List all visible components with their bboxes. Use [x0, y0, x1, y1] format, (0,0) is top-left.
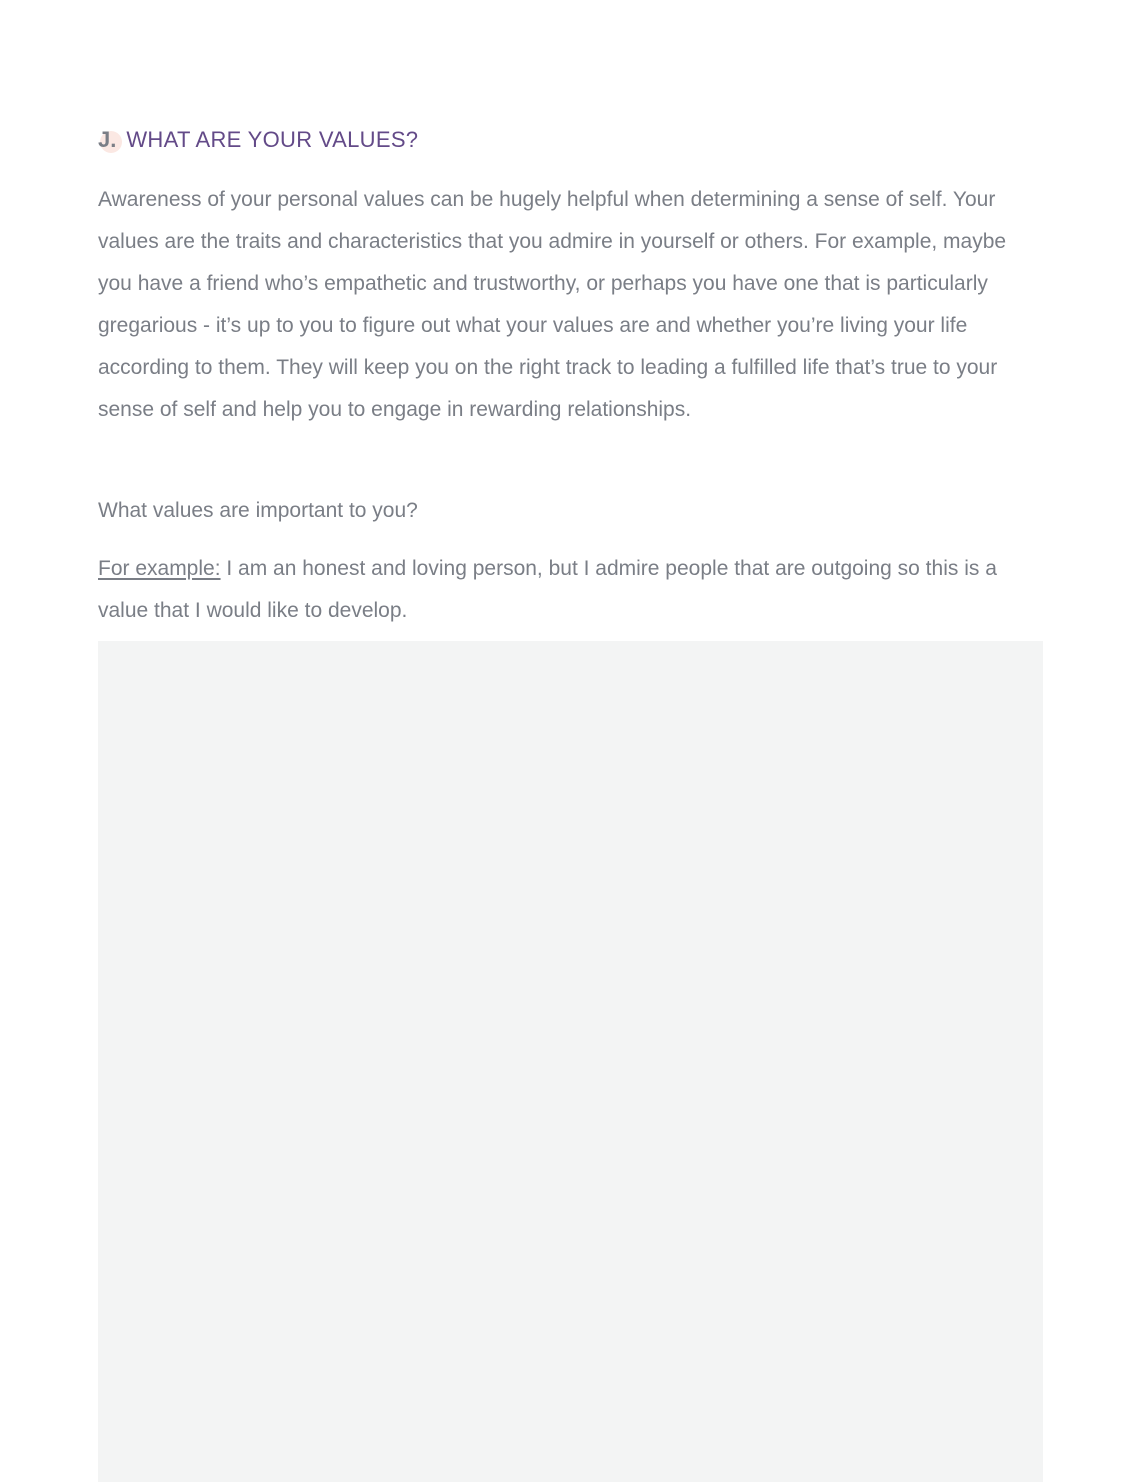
example-label: For example: [98, 557, 221, 580]
section-heading [98, 124, 418, 156]
section-letter: J. [98, 127, 117, 152]
example-paragraph [98, 548, 1043, 632]
section-title: WHAT ARE YOUR VALUES? [126, 127, 419, 152]
example-text: I am an honest and loving person, but I admire people that are outgoing so this is a value that I would like to develop. [98, 557, 997, 622]
intro-paragraph: Awareness of your personal values can be hugely helpful when determining a sense of self. Your values are the traits and characteristics that you admire in yourself or others. For example, maybe you have a friend who’s empathetic and trustworthy, or perhaps you have one that is particularly gregarious - it’s up to you to figure out what your values are and whether you’re living your life according to them. They will keep you on the right track to leading a fulfilled life that’s true to your sense of self and help you to engage in rewarding relationships. [98, 188, 1007, 421]
question-prompt: What values are important to you? [98, 499, 418, 522]
answer-textarea[interactable] [98, 641, 1043, 1482]
section-letter-badge [98, 127, 116, 153]
